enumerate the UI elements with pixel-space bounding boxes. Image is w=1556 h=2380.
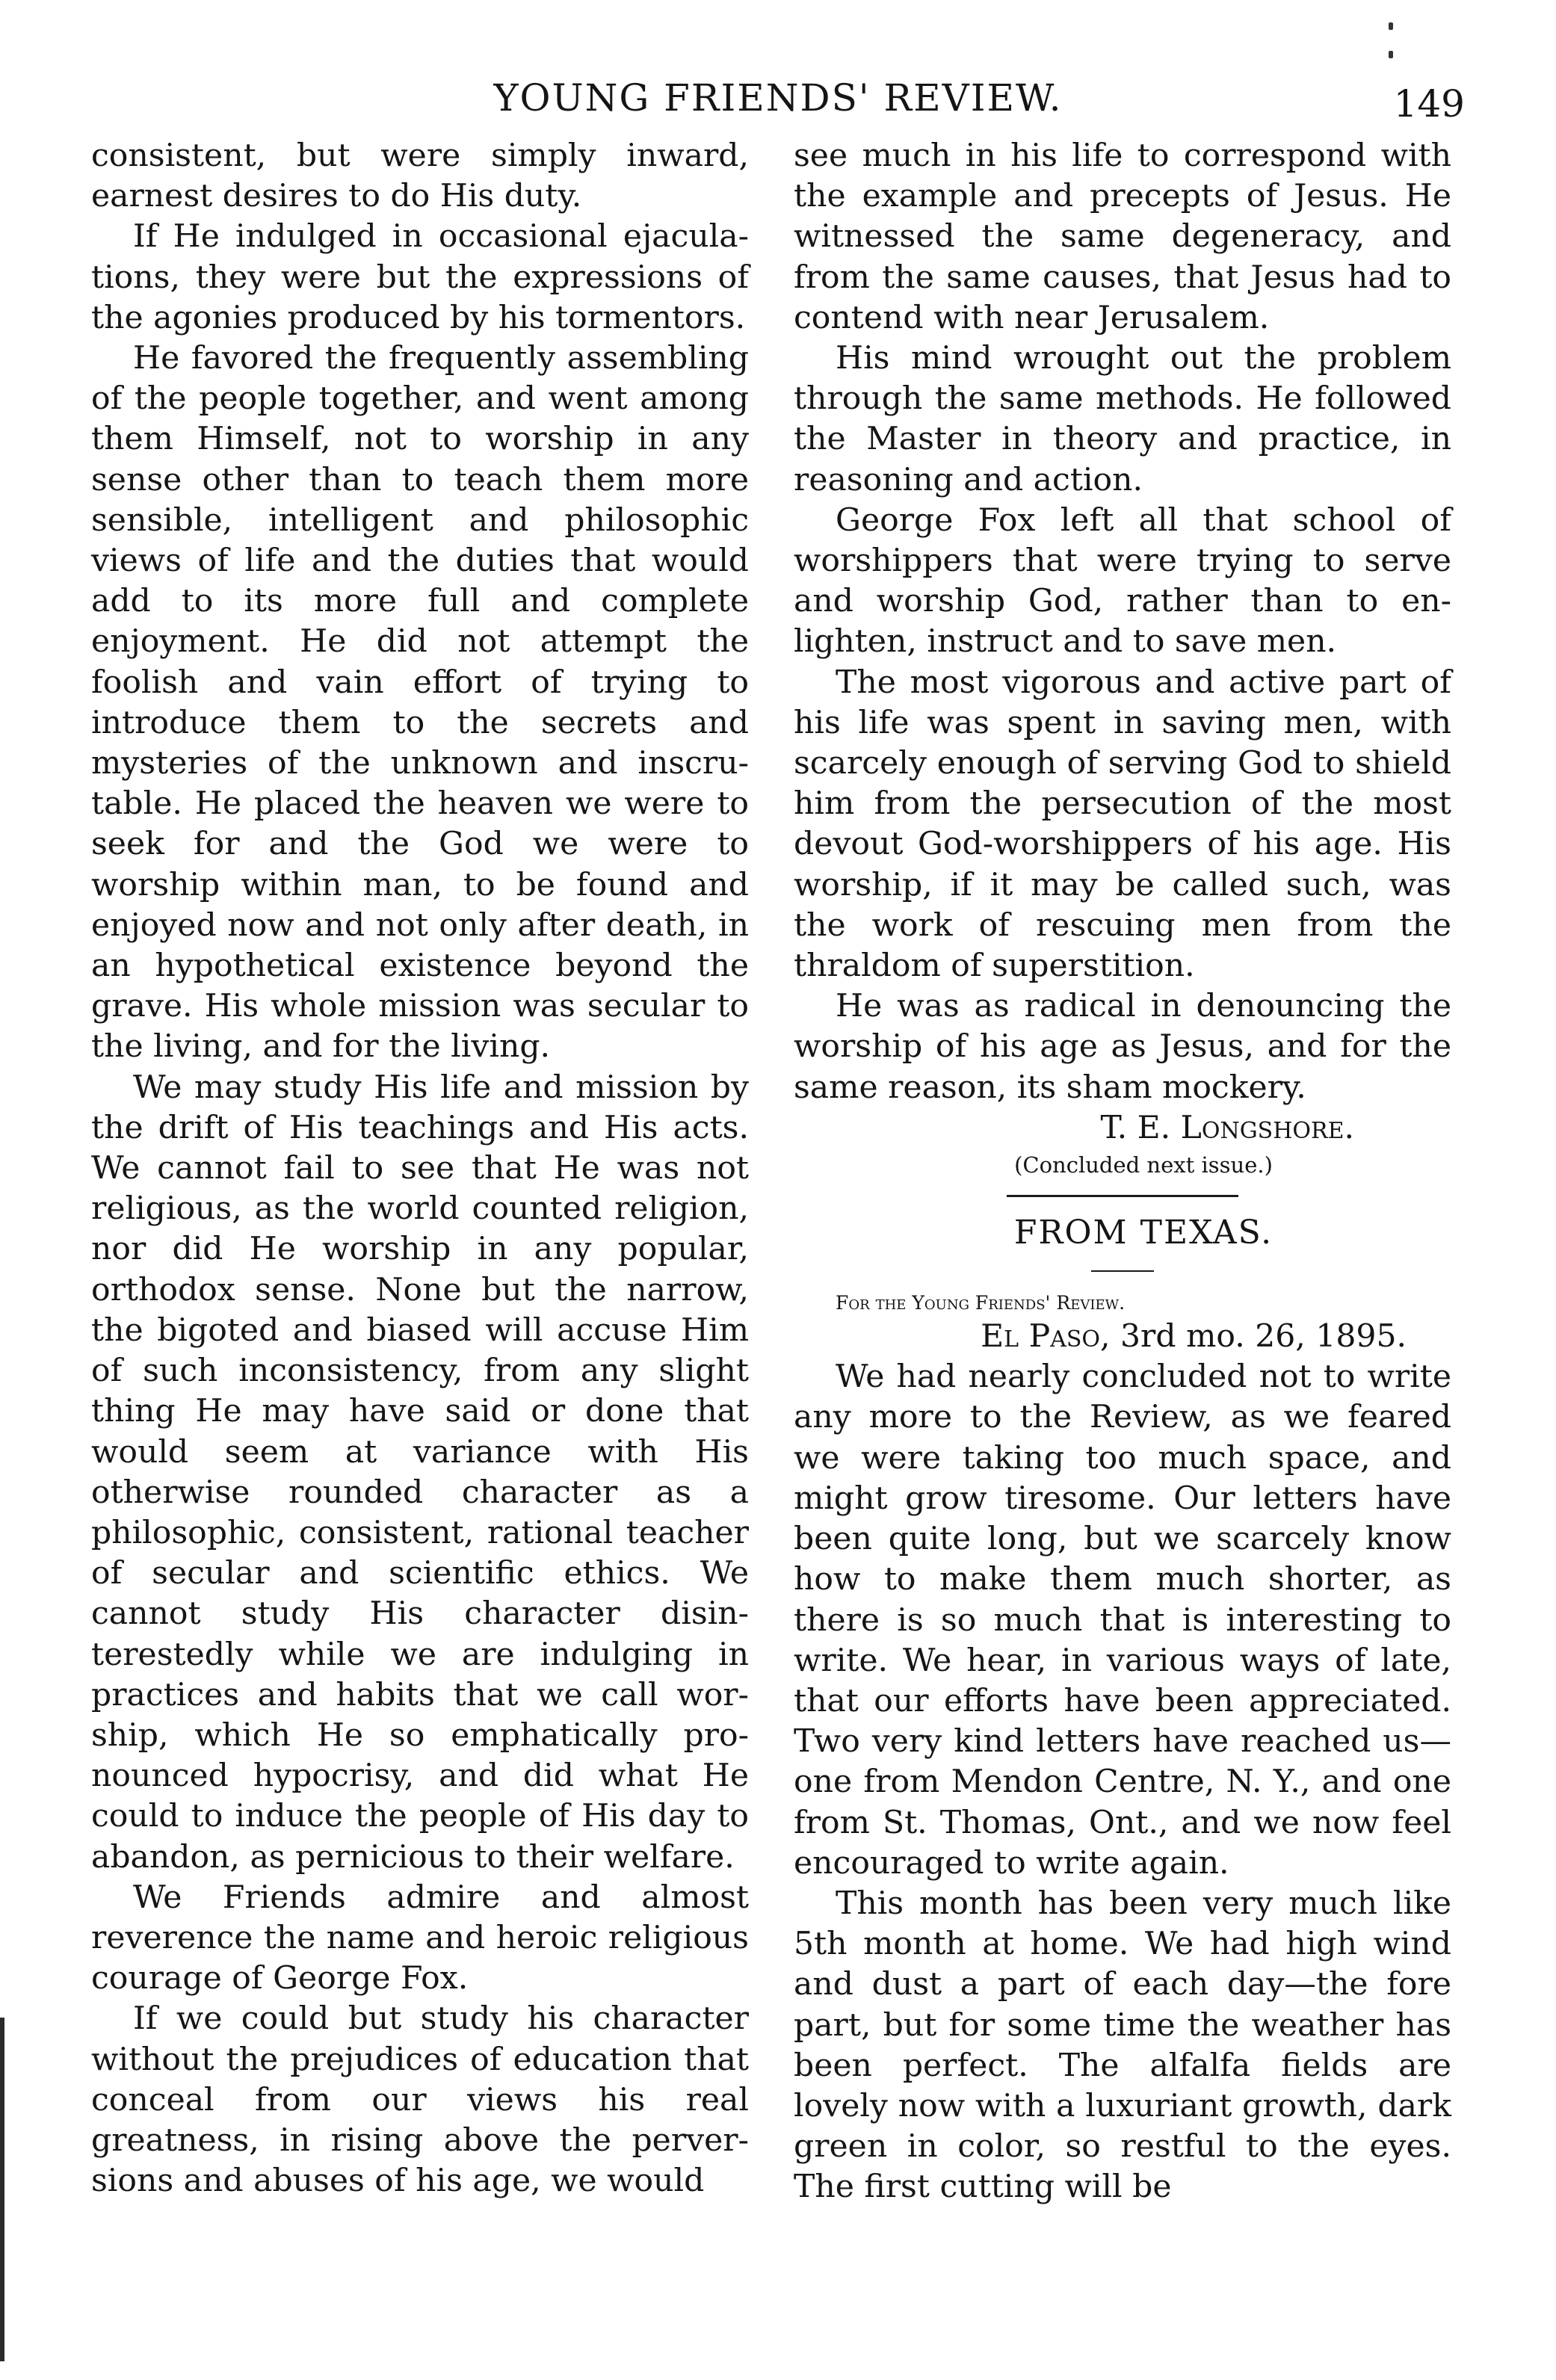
paragraph: We may study His life and mission by the drift of His teachings and His acts. We cannot fail to see that He was not religious, as the world counted religion, nor did He worship in any popular, orthodox sense. None but the narrow, the bigoted and biased will accuse Him of such inconsistency, from any slight thing He may have said or done that would seem at variance with His otherwise rounded character as a philosophic, consistent, rational teacher of secular and scientific ethics. We cannot study His character disinterestedly while we are indulging in practices and habits that we call worship, which He so emphatically pronounced hypocrisy, and did what He could to induce the people of His day to abandon, as pernicious to their welfare. xyxy=(91,1069,749,1876)
paragraph: We had nearly concluded not to write any more to the Review, as we feared we were taking too much space, and might grow tiresome. Our letters have been quite long, but we scarcely know how to make them much shorter, as there is so much that is interesting to write. We hear, in various ways of late, that our efforts have been appreciated. Two very kind letters have reached us—one from Mendon Centre, N. Y., and one from St. Thomas, Ont., and we now feel encouraged to write again. xyxy=(794,1359,1451,1882)
scan-edge-line xyxy=(0,2018,4,2361)
section-divider xyxy=(1007,1195,1238,1197)
paragraph: This month has been very much like 5th month at home. We had high wind and dust a part of each day—the fore part, but for some time the weather has been perfect. The alfalfa fields are lovely now with a luxuriant growth, dark green in color, so restful to the eyes. The first cutting will be xyxy=(794,1885,1451,2206)
left-column xyxy=(91,136,749,2201)
paragraph: We Friends admire and almost reverence the name and heroic religious courage of George Fox. xyxy=(91,1879,749,1997)
paragraph: George Fox left all that school of worshippers that were trying to serve and worship God, rather than to enlighten, instruct and to save men. xyxy=(794,501,1451,661)
author-signature: T. E. Longshore. xyxy=(1100,1109,1354,1146)
right-column xyxy=(794,136,1451,2208)
paragraph: If He indulged in occasional ejaculations, they were but the expressions of the agonies produced by his tormentors. xyxy=(91,218,749,336)
journal-title: YOUNG FRIENDS' REVIEW. xyxy=(493,76,1063,120)
continuation-note: (Concluded next issue.) xyxy=(1014,1152,1273,1178)
paragraph: He favored the frequently assembling of the people together, and went among them Himself, not to worship in any sense other than to teach them more sensible, intelligent and philosophic views of life and the duties that would add to its more full and complete enjoyment. He did not attempt the foolish and vain effort of trying to introduce them to the secrets and mysteries of the unknown and inscrutable. He placed the heaven we were to seek for and the God we were to worship within man, to be found and enjoyed now and not only after death, in an hypothetical existence beyond the grave. His whole mission was secular to the living, and for the living. xyxy=(91,340,749,1066)
running-header xyxy=(0,72,1556,124)
paragraph: He was as radical in denouncing the worship of his age as Jesus, and for the same reason, its sham mockery. xyxy=(794,988,1451,1106)
paragraph: see much in his life to correspond with the example and precepts of Jesus. He witnessed the same degeneracy, and from the same causes, that Jesus had to contend with near Jerusalem. xyxy=(794,137,1451,336)
paragraph: His mind wrought out the problem through the same methods. He followed the Master in theory and practice, in reasoning and action. xyxy=(794,340,1451,498)
dateline-place: El Paso, xyxy=(981,1318,1111,1356)
page-number: 149 xyxy=(1393,82,1465,126)
dateline xyxy=(794,1317,1451,1357)
paragraph: If we could but study his character without the prejudices of education that conceal from our views his real greatness, in rising above the perversions and abuses of his age, we would xyxy=(91,2000,749,2200)
credit-line: For the Young Friends' Review. xyxy=(836,1292,1126,1314)
section-title: FROM TEXAS. xyxy=(1013,1214,1273,1252)
stray-print-mark xyxy=(1389,22,1393,58)
dateline-date: 3rd mo. 26, 1895. xyxy=(1120,1318,1407,1356)
paragraph: The most vigorous and active part of his life was spent in saving men, with scarcely enough of serving God to shield him from the persecution of the most devout God-worshippers of his age. His worship, if it may be called such, was the work of rescuing men from the thraldom of superstition. xyxy=(794,664,1451,985)
paragraph: consistent, but were simply inward, earnest desires to do His duty. xyxy=(91,137,749,215)
title-divider xyxy=(1091,1270,1154,1272)
